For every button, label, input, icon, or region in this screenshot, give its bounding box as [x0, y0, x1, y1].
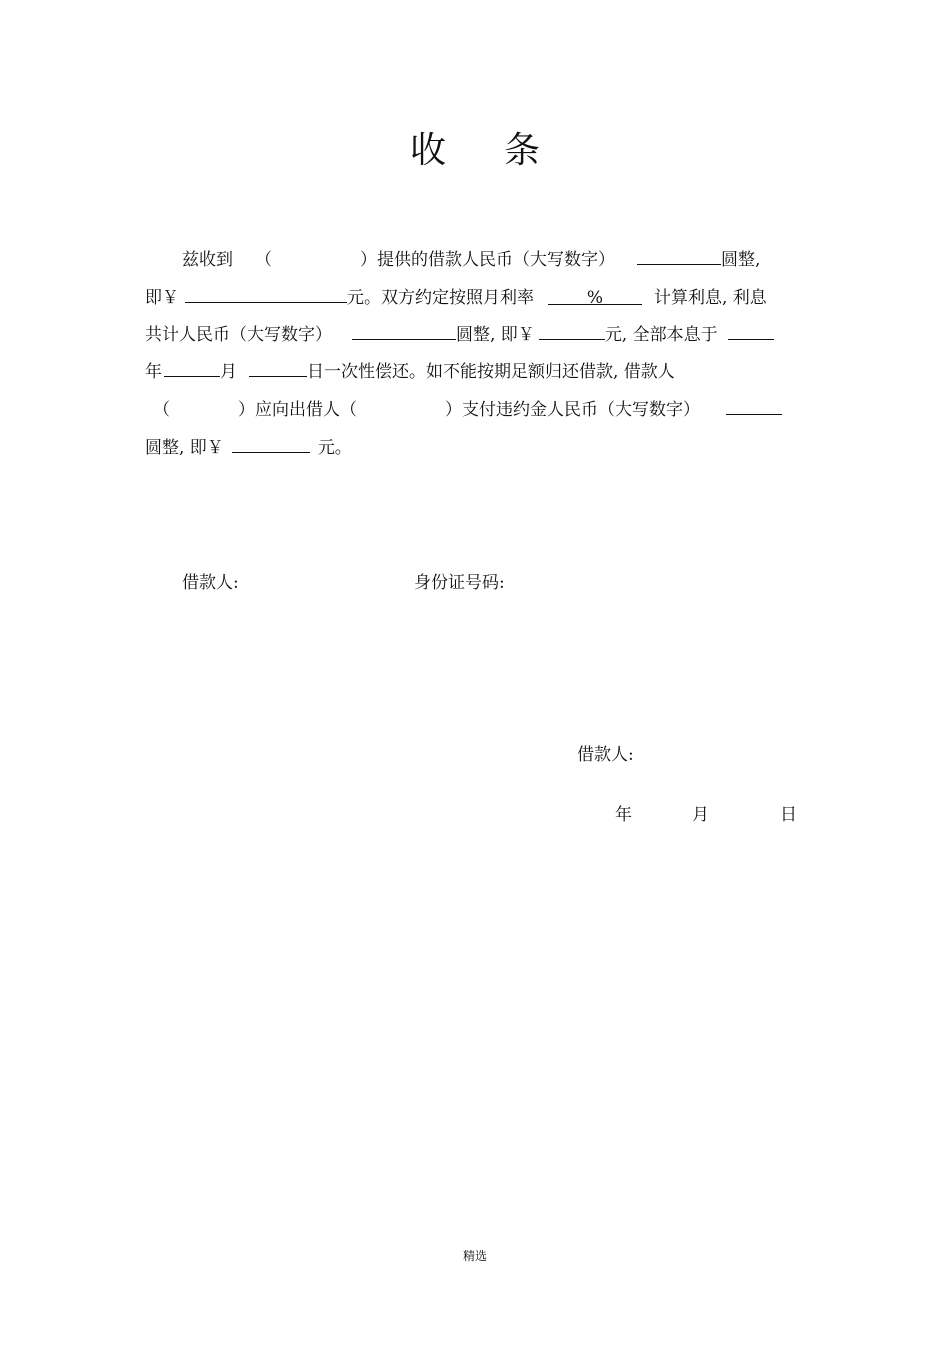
footer-label: 精选 — [462, 1249, 487, 1263]
text-to-lender: ）应向出借人（ — [238, 400, 357, 420]
borrower-label: 借款人: — [182, 573, 239, 593]
percent-sign: % — [586, 288, 604, 308]
text-calc-interest: 计算利息, 利息 — [654, 288, 767, 308]
body-line-2 — [145, 284, 810, 310]
text-monthly-rate: 元。双方约定按照月利率 — [347, 288, 534, 308]
text-penalty: ）支付违约金人民币（大写数字） — [445, 400, 700, 420]
text-yuan-end: 元。 — [317, 438, 352, 458]
text-month: 月 — [220, 362, 237, 382]
blank-total-number[interactable] — [539, 321, 605, 340]
blank-due-day[interactable] — [249, 358, 307, 377]
date-day-label: 日 — [780, 805, 797, 825]
body-line-5 — [145, 396, 810, 422]
blank-due-year[interactable] — [728, 321, 774, 340]
text-total-rmb: 共计人民币（大写数字） — [145, 325, 332, 345]
paren-open: （ — [255, 250, 272, 270]
text-yuan-whole: 圆整, — [721, 250, 761, 270]
date-year-label: 年 — [615, 805, 632, 825]
text-day-repay: 日一次性偿还。如不能按期足额归还借款, 借款人 — [307, 362, 675, 382]
blank-penalty-words[interactable] — [726, 396, 782, 415]
blank-interest-rate[interactable] — [548, 286, 642, 308]
text-received: 兹收到 — [182, 250, 233, 270]
text-year: 年 — [145, 362, 162, 382]
text-provided-loan: ）提供的借款人民币（大写数字） — [360, 250, 615, 270]
text-yuan-namely-2: 圆整, 即￥ — [145, 438, 224, 458]
body-line-1 — [145, 246, 810, 272]
text-yuan-namely: 圆整, 即￥ — [456, 325, 535, 345]
body-line-4 — [145, 358, 810, 384]
paren-open-2: （ — [153, 400, 170, 420]
borrower-signature-label: 借款人: — [577, 745, 634, 765]
body-line-3 — [145, 321, 810, 347]
title-char-1: 收 — [409, 130, 446, 171]
text-all-due: 元, 全部本息于 — [604, 325, 718, 345]
blank-penalty-number[interactable] — [232, 434, 310, 453]
blank-due-month[interactable] — [164, 358, 220, 377]
blank-total-words[interactable] — [352, 321, 456, 340]
body-line-6 — [145, 434, 810, 460]
blank-amount-number[interactable] — [185, 284, 347, 303]
text-namely-yen: 即￥ — [145, 288, 179, 308]
title-char-2: 条 — [504, 130, 541, 171]
date-month-label: 月 — [692, 805, 709, 825]
blank-amount-words[interactable] — [637, 246, 721, 265]
id-number-label: 身份证号码: — [414, 573, 505, 593]
page-title — [0, 122, 950, 173]
